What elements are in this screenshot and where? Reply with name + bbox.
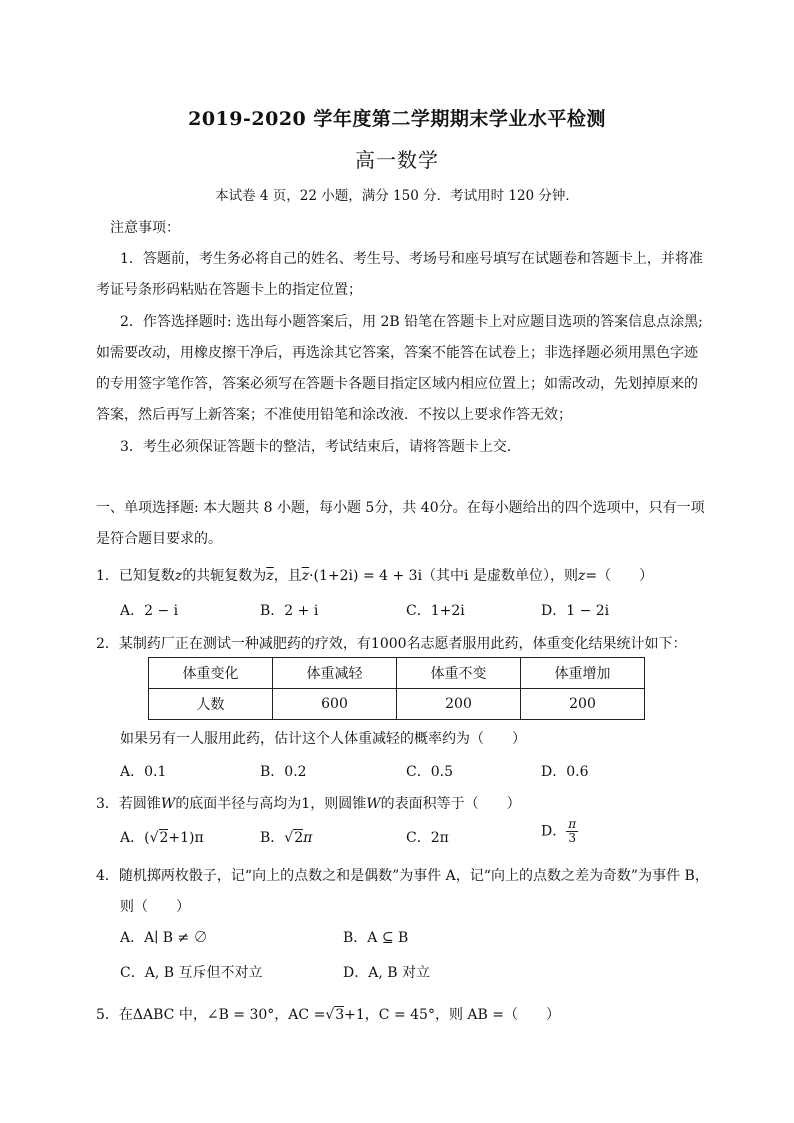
table-row xyxy=(149,689,645,720)
question-4-stem: 4．随机掷两枚骰子，记“向上的点数之和是偶数”为事件 A，记“向上的点数之差为奇数”为事件 B， xyxy=(96,868,709,884)
note-1-line-1: 1．答题前，考生务必将自己的姓名、考生号、考场号和座号填写在试题卷和答题卡上，并将准 xyxy=(120,251,703,267)
question-5-stem: 5．在ΔABC 中，∠B = 30°，AC =√3+1，C = 45°，则 AB =（ ） xyxy=(96,1007,560,1023)
note-1-line-2: 考证号条形码粘贴在答题卡上的指定位置； xyxy=(96,282,362,298)
question-1-option-a: A．2 − i xyxy=(120,603,179,619)
table-header-cell: 体重不变 xyxy=(397,658,521,689)
question-2-option-d: D．0.6 xyxy=(541,764,589,780)
question-2-option-a: A．0.1 xyxy=(120,764,167,780)
table-header-row xyxy=(149,658,645,689)
question-4-stem-cont: 则（ ） xyxy=(120,899,190,915)
question-4-option-a: A．A∣ B ≠ ∅ xyxy=(120,930,208,946)
section-1-intro: 一、单项选择题: 本大题共 8 小题，每小题 5分，共 40分。在每小题给出的四个选项中，只有一项 xyxy=(96,500,705,516)
question-3-option-d: D． $\frac{\pi}{3}$ xyxy=(541,817,577,845)
exam-meta: 本试卷 4 页，22 小题，满分 150 分．考试用时 120 分钟． xyxy=(215,188,579,204)
question-2-stem: 2．某制药厂正在测试一种减肥药的疗效，有1000名志愿者服用此药，体重变化结果统计如下： xyxy=(96,636,687,652)
table-header-cell: 体重增加 xyxy=(521,658,645,689)
table-cell: 200 xyxy=(397,689,521,720)
exam-title: 2019-2020 学年度第二学期期末学业水平检测 xyxy=(188,108,606,130)
table-cell: 600 xyxy=(273,689,397,720)
note-2-line-1: 2．作答选择题时: 选出每小题答案后，用 2B 铅笔在答题卡上对应题目选项的答案信息点涂黑; xyxy=(120,314,703,330)
question-2-option-c: C．0.5 xyxy=(406,764,453,780)
question-4-option-c: C．A, B 互斥但不对立 xyxy=(120,965,263,981)
table-cell: 人数 xyxy=(149,689,273,720)
question-3-stem: 3．若圆锥W的底面半径与高均为1，则圆锥W的表面积等于（ ） xyxy=(96,796,521,812)
question-3-option-a: A．(√2+1)π xyxy=(120,830,204,846)
table-header-cell: 体重变化 xyxy=(149,658,273,689)
note-2-line-3: 的专用签字笔作答，答案必须写在答题卡各题目指定区域内相应位置上；如需改动，先划掉原来的 xyxy=(96,376,698,392)
note-2-line-2: 如需要改动，用橡皮擦干净后，再选涂其它答案，答案不能答在试卷上；非选择题必须用黑色字迹 xyxy=(96,345,698,361)
question-1-option-b: B．2 + i xyxy=(260,603,319,619)
table-header-cell: 体重减轻 xyxy=(273,658,397,689)
table-cell: 200 xyxy=(521,689,645,720)
pi-over-3-fraction: $\frac{\pi}{3}$ xyxy=(568,817,577,845)
weight-change-table xyxy=(148,657,645,720)
question-2-question: 如果另有一人服用此药，估计这个人体重减轻的概率约为（ ） xyxy=(120,731,526,747)
section-1-intro-cont: 是符合题目要求的。 xyxy=(96,531,222,547)
exam-subject: 高一数学 xyxy=(355,148,439,172)
question-3-option-c: C．2π xyxy=(406,830,449,846)
question-3-option-b: B．√2π xyxy=(260,830,313,846)
notes-heading: 注意事项： xyxy=(110,220,180,236)
question-2-option-b: B．0.2 xyxy=(260,764,307,780)
note-2-line-4: 答案，然后再写上新答案；不准使用铅笔和涂改液．不按以上要求作答无效； xyxy=(96,407,572,423)
note-3: 3．考生必须保证答题卡的整洁，考试结束后，请将答题卡上交． xyxy=(120,439,521,455)
question-1-stem: 1．已知复数z的共轭复数为$\overline{z}$，且$\overline{z}\cdot(1+2i) = 4 + 3i$（其中i 是虚数单位），则z=（ ） xyxy=(96,568,654,584)
question-4-option-d: D．A, B 对立 xyxy=(343,965,430,981)
question-1-option-d: D．1 − 2i xyxy=(541,603,610,619)
question-1-option-c: C．1+2i xyxy=(406,603,465,619)
question-4-option-b: B．A ⊆ B xyxy=(343,930,409,946)
